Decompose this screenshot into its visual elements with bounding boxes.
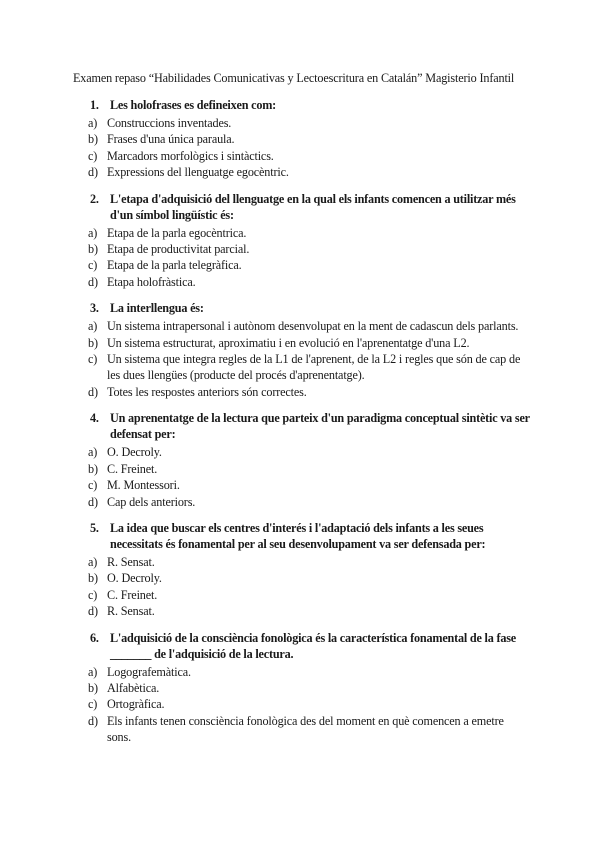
question-6 bbox=[90, 630, 530, 746]
option-c bbox=[88, 587, 530, 603]
option-d bbox=[88, 713, 530, 746]
question-text: L'etapa d'adquisició del llenguatge en la qual els infants comencen a utilitzar més d'un símbol lingüístic és: bbox=[110, 191, 516, 222]
question-number: 6. bbox=[90, 630, 99, 645]
option-list bbox=[89, 225, 530, 291]
question-2 bbox=[90, 191, 530, 291]
option-a bbox=[88, 225, 530, 241]
option-b bbox=[88, 241, 530, 257]
option-letter: b) bbox=[88, 461, 98, 476]
option-text: Marcadors morfològics i sintàctics. bbox=[107, 148, 274, 163]
question-title bbox=[90, 191, 530, 223]
option-d bbox=[88, 494, 530, 510]
option-text: Totes les respostes anteriors són correctes. bbox=[107, 384, 307, 399]
option-a bbox=[88, 664, 530, 680]
question-1 bbox=[90, 97, 530, 181]
option-letter: b) bbox=[88, 335, 98, 350]
option-letter: b) bbox=[88, 132, 98, 147]
option-b bbox=[88, 131, 530, 147]
option-letter: a) bbox=[88, 664, 98, 679]
question-number: 4. bbox=[90, 411, 99, 426]
option-text: Expressions del llenguatge egocèntric. bbox=[107, 165, 289, 180]
option-letter: d) bbox=[88, 165, 98, 180]
option-list bbox=[89, 115, 530, 181]
option-text: M. Montessori. bbox=[107, 478, 180, 493]
option-text: Un sistema estructurat, aproximatiu i en evolució en l'aprenentatge d'una L2. bbox=[107, 335, 470, 350]
option-a bbox=[88, 554, 530, 570]
question-4 bbox=[90, 410, 530, 510]
option-text: R. Sensat. bbox=[107, 554, 155, 569]
option-text: Etapa de productivitat parcial. bbox=[107, 242, 250, 257]
question-3 bbox=[90, 300, 530, 400]
option-d bbox=[88, 384, 530, 400]
question-title bbox=[90, 300, 530, 316]
option-letter: b) bbox=[88, 242, 98, 257]
question-5 bbox=[90, 520, 530, 620]
option-text: Un sistema que integra regles de la L1 de l'aprenent, de la L2 i regles que són de cap de les dues llengües (producte del procés d'aprenentatge). bbox=[107, 352, 521, 383]
option-d bbox=[88, 603, 530, 619]
option-letter: c) bbox=[88, 697, 98, 712]
option-text: Cap dels anteriors. bbox=[107, 494, 196, 509]
option-text: C. Freinet. bbox=[107, 461, 158, 476]
option-c bbox=[88, 696, 530, 712]
option-letter: d) bbox=[88, 274, 98, 289]
option-d bbox=[88, 164, 530, 180]
option-a bbox=[88, 318, 530, 334]
question-title bbox=[90, 97, 530, 113]
option-letter: a) bbox=[88, 319, 98, 334]
question-text: Les holofrases es defineixen com: bbox=[110, 98, 277, 112]
option-text: Etapa holofràstica. bbox=[107, 274, 196, 289]
option-c bbox=[88, 257, 530, 273]
option-text: Un sistema intrapersonal i autònom desenvolupat en la ment de cadascun dels parlants. bbox=[107, 319, 519, 334]
option-text: Ortogràfica. bbox=[107, 697, 165, 712]
question-text: La interllengua és: bbox=[110, 301, 204, 316]
option-letter: c) bbox=[88, 478, 98, 493]
option-text: Construccions inventades. bbox=[107, 116, 232, 130]
option-text: Els infants tenen consciència fonològica des del moment en què comencen a emetre sons. bbox=[107, 713, 504, 745]
option-letter: c) bbox=[88, 587, 98, 602]
question-title bbox=[90, 410, 530, 442]
option-list bbox=[89, 444, 530, 510]
option-a bbox=[88, 115, 530, 131]
option-letter: d) bbox=[88, 384, 98, 399]
question-number: 5. bbox=[90, 520, 99, 535]
option-text: O. Decroly. bbox=[107, 445, 162, 460]
exam-header: Examen repaso “Habilidades Comunicativas y Lectoescritura en Catalán” Magisterio Infantil bbox=[73, 71, 515, 85]
question-text: L'adquisició de la consciència fonològica és la característica fonamental de la fase _______ de l'adquisició de la lectura. bbox=[110, 630, 516, 661]
question-number: 1. bbox=[90, 98, 99, 112]
question-title bbox=[90, 630, 530, 662]
question-text: Un aprenentatge de la lectura que parteix d'un paradigma conceptual sintètic va ser defensat per: bbox=[110, 411, 530, 442]
option-c bbox=[88, 477, 530, 493]
option-list bbox=[89, 318, 530, 400]
option-c bbox=[88, 351, 530, 384]
option-text: R. Sensat. bbox=[107, 604, 155, 619]
option-text: Alfabètica. bbox=[107, 680, 160, 695]
question-number: 3. bbox=[90, 301, 99, 316]
option-letter: c) bbox=[88, 352, 98, 367]
option-a bbox=[88, 444, 530, 460]
option-letter: b) bbox=[88, 680, 98, 695]
option-b bbox=[88, 680, 530, 696]
option-list bbox=[89, 664, 530, 746]
option-letter: c) bbox=[88, 258, 98, 273]
option-letter: d) bbox=[88, 494, 98, 509]
question-text: La idea que buscar els centres d'interés i l'adaptació dels infants a les seues necessitats és fonamental per al seu desenvolupament va ser defensada per: bbox=[110, 520, 486, 551]
option-letter: c) bbox=[88, 148, 98, 163]
option-list bbox=[89, 554, 530, 620]
option-text: Etapa de la parla egocèntrica. bbox=[107, 225, 247, 240]
option-letter: b) bbox=[88, 571, 98, 586]
question-title bbox=[90, 520, 530, 552]
option-text: Logografemàtica. bbox=[107, 664, 191, 679]
option-text: Frases d'una única paraula. bbox=[107, 132, 235, 147]
question-list bbox=[90, 97, 530, 756]
option-text: O. Decroly. bbox=[107, 571, 162, 586]
option-d bbox=[88, 274, 530, 290]
option-b bbox=[88, 570, 530, 586]
option-c bbox=[88, 148, 530, 164]
option-letter: d) bbox=[88, 713, 98, 728]
option-b bbox=[88, 461, 530, 477]
option-letter: a) bbox=[88, 116, 98, 130]
option-b bbox=[88, 335, 530, 351]
option-letter: a) bbox=[88, 554, 98, 569]
option-letter: a) bbox=[88, 225, 98, 240]
option-text: C. Freinet. bbox=[107, 587, 158, 602]
option-letter: d) bbox=[88, 604, 98, 619]
option-letter: a) bbox=[88, 445, 98, 460]
option-text: Etapa de la parla telegràfica. bbox=[107, 258, 242, 273]
question-number: 2. bbox=[90, 191, 99, 206]
